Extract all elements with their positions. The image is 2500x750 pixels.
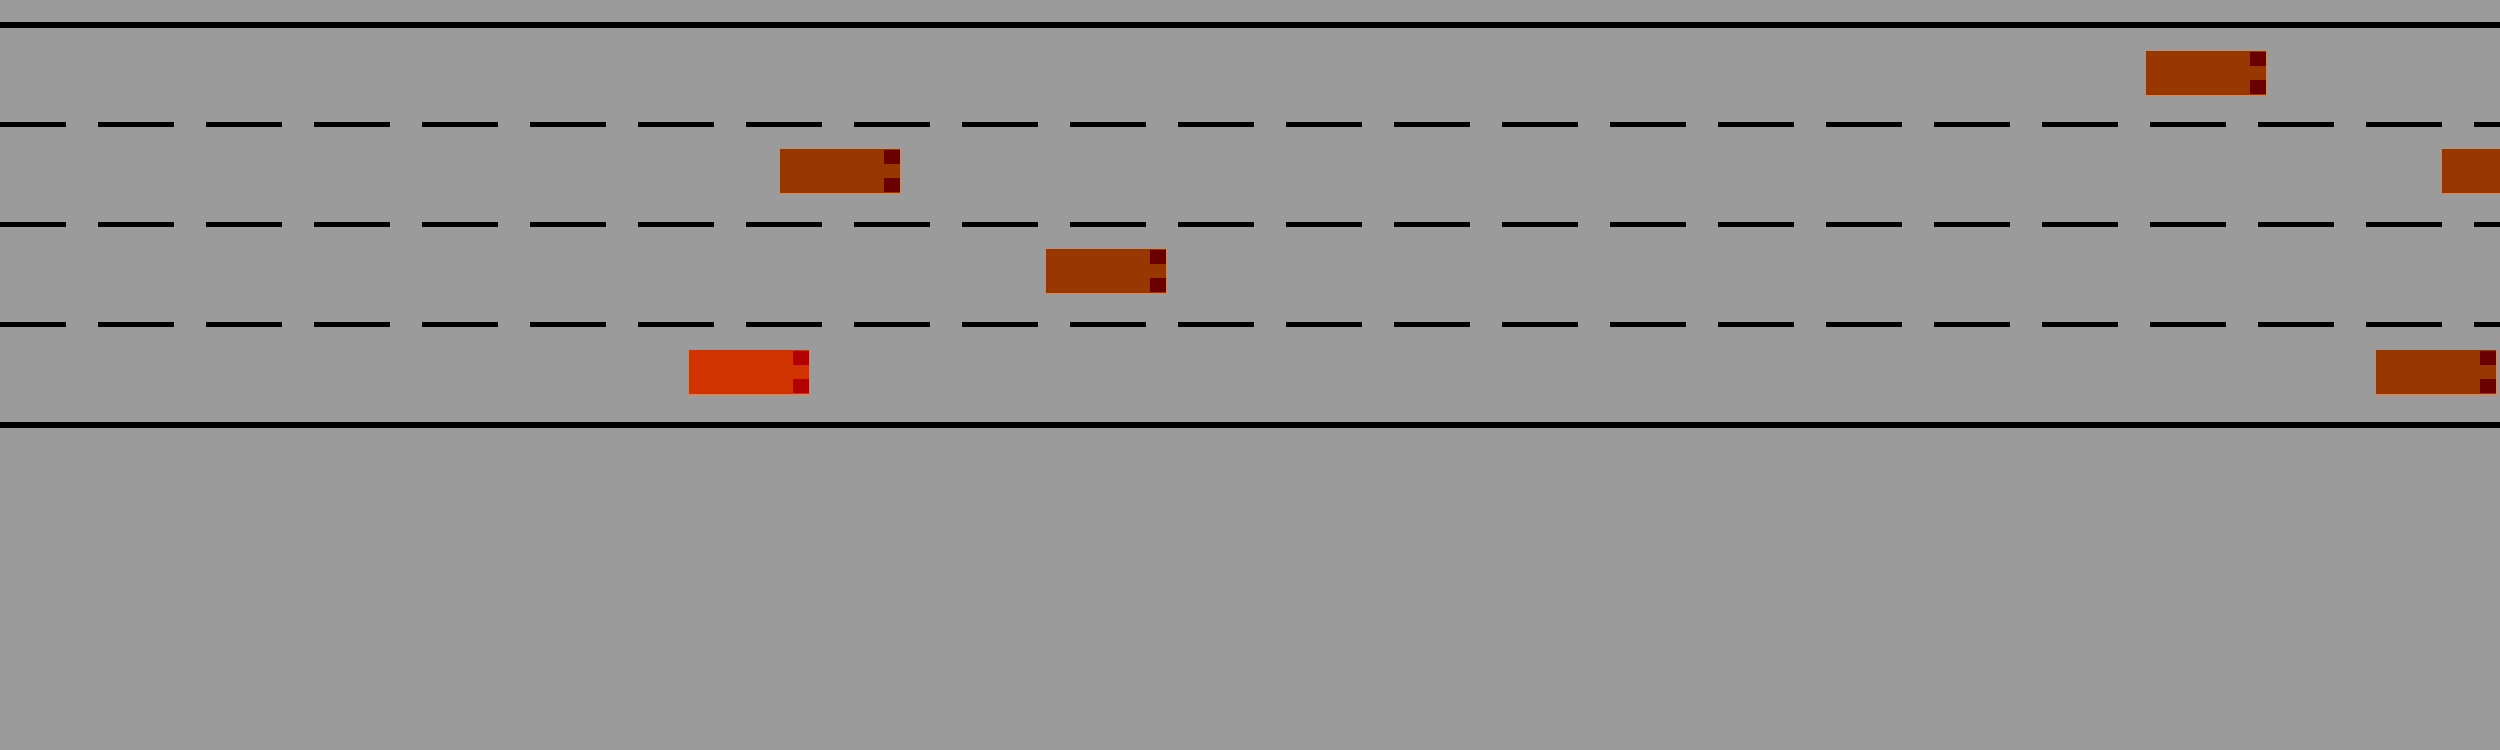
other-car-taillight-bottom <box>1150 278 1166 292</box>
other-car-taillight-top <box>2250 52 2266 66</box>
road-top-edge <box>0 22 2500 28</box>
other-car-taillight-top <box>1150 250 1166 264</box>
other-car-taillight-bottom <box>884 178 900 192</box>
other-car-taillight-top <box>2480 351 2496 365</box>
other-car-lane-4 <box>2375 349 2497 395</box>
ego-car <box>688 349 810 395</box>
other-car-taillight-bottom <box>2250 80 2266 94</box>
lane-divider-2 <box>0 222 2500 227</box>
road-bottom-edge <box>0 422 2500 428</box>
other-car-lane-2-right <box>2441 148 2500 194</box>
other-car-taillight-bottom <box>2480 379 2496 393</box>
other-car-lane-2-left <box>779 148 901 194</box>
other-car-lane-1 <box>2145 50 2267 96</box>
lane-divider-3 <box>0 322 2500 327</box>
lane-divider-1 <box>0 122 2500 127</box>
other-car-taillight-top <box>884 150 900 164</box>
ego-car-taillight-bottom <box>793 379 809 393</box>
other-car-lane-3 <box>1045 248 1167 294</box>
ego-car-taillight-top <box>793 351 809 365</box>
